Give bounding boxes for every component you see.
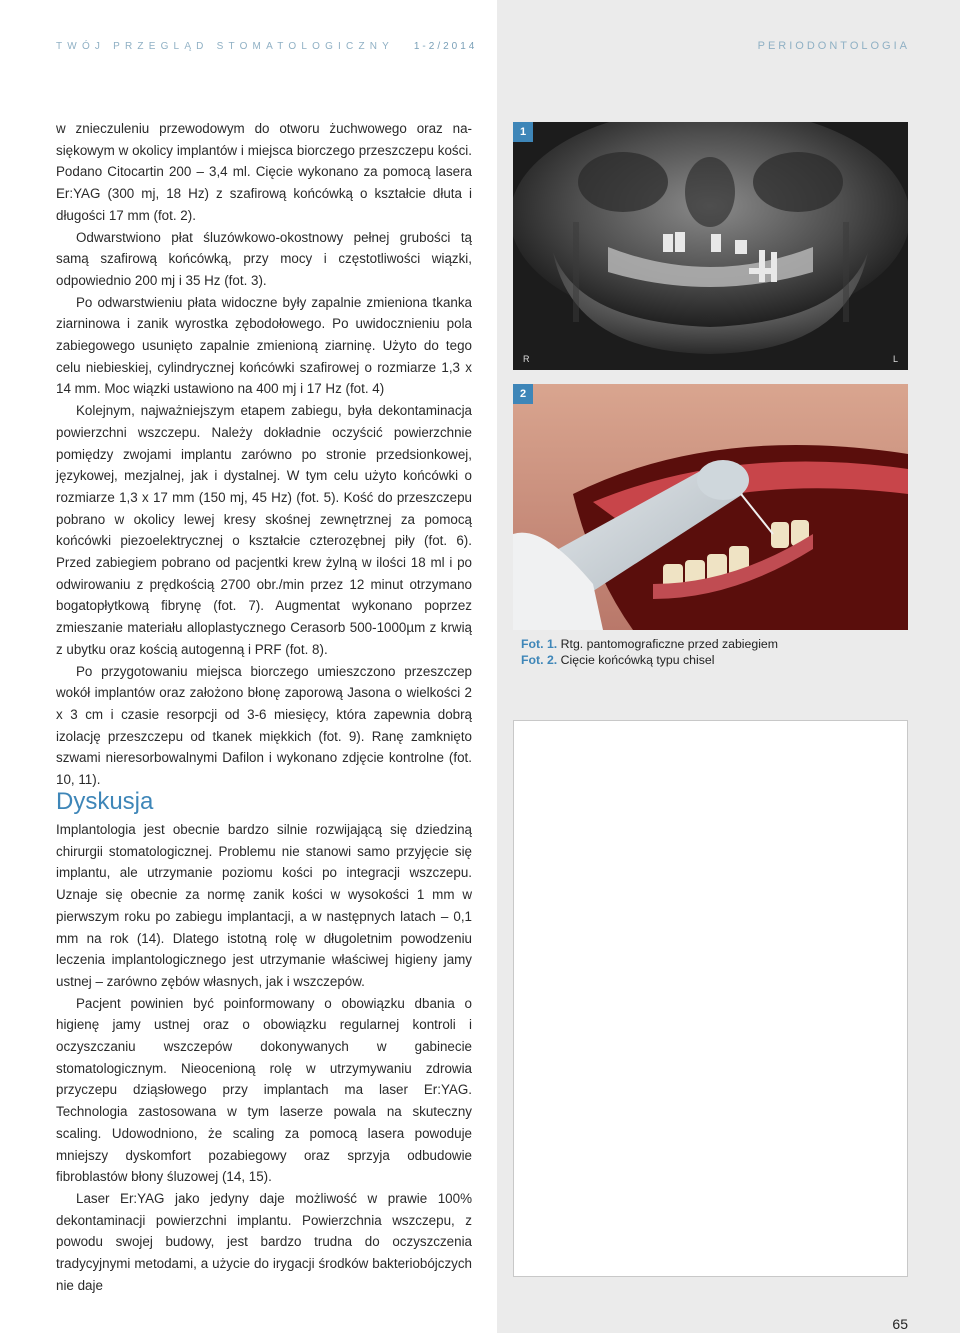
figure-captions [521,636,778,668]
caption-text: Rtg. pantomograficzne przed zabiegiem [560,637,779,651]
figure-number-badge: 1 [513,122,533,142]
caption-fot-2 [521,652,778,668]
figure-number-badge: 2 [513,384,533,404]
paragraph: Odwarstwiono płat śluzówkowo-okostnowy pełnej grubości tą samą szafirową końcówką, przy mocy i częstotliwości wiązki, odpowiednio 200 mj i 35 Hz (fot. 3). [56,229,472,288]
journal-header [56,41,477,52]
xray-left-label: L [892,354,898,364]
paragraph: Kolejnym, najważniejszym etapem zabiegu, była dekontaminacja powierzchni wszczepu. Należy dokładnie oczyścić powierzchnie pomiędzy zwojami implantu zarówno po stronie przedsionkowej, językowej, mezjalnej, jak i dystalnej. W tym celu użyto końcówki o rozmiarze 1,3 x 17 mm (150 mj, 45 Hz) (fot. 5). Kość do przeszczepu pobrano w okolicy lewej kresy skośnej zewnętrznej za pomocą końcówki piezoelektrycznej o kształcie czterozębnej piły (fot. 6). Przed zabiegiem pobrano od pacjentki krew żylną w ilości 18 ml i po odwirowaniu z prędkością 2700 obr./min przez 12 minut otrzymano bogatopłytkową fibrynę (fot. 7). Augmentat wykonano poprzez zmieszanie materiału alloplastycznego Cerasorb 500-1000µm z krwią z ubytku oraz kością autogenną i PRF (fot. 8). [56,403,472,657]
text-column-part-2 [56,819,472,1296]
caption-label: Fot. 2. [521,653,558,667]
journal-title: TWÓJ PRZEGLĄD STOMATOLOGICZNY [56,41,394,52]
paragraph: Laser Er:YAG jako jedyny daje możliwość w prawie 100% dekontaminacji powierzchni implantu. Powierzchnia wszczepu, z powodu swojej budowy, jest bardzo trudna do oczyszczenia tradycyjnymi metodami, a użycie do irygacji środków bakteriobójczych nie daje [56,1190,472,1293]
panoramic-xray-image [513,122,908,370]
xray-right-label: R [523,354,530,364]
page-number: 65 [892,1316,908,1332]
caption-label: Fot. 1. [521,637,558,651]
paragraph: Po odwarstwieniu płata widoczne były zapalnie zmieniona tkanka ziarninowa i zanik wyrostka zębodołowego. Po uwidocznieniu pola zabiegowego usunięto zapalnie zmienioną ziarninę. Użyto do tego celu niebieskiej, cylindrycznej końcówki szafirowej o rozmiarze 1,3 x 14 mm. Moc wiązki ustawiono na 400 mj i 17 Hz (fot. 4) [56,294,472,397]
caption-fot-1 [521,636,778,652]
paragraph: Po przygotowaniu miejsca biorczego umieszczono przeszczep wokół implantów oraz założono błonę zaporową Jasona o wielkości 2 x 3 cm i czasie resorpcji od 3-6 miesięcy, która zapewnia dobrą izolację przeszczepu od tkanek miękkich (fot. 9). Ranę zamknięto szwami nieresorbowalnymi Dafilon i wykonano zdjęcie kontrolne (fot. 10, 11). [56,663,472,788]
xray-illustration [513,122,908,370]
text-column-part-1 [56,118,472,791]
procedure-illustration [513,384,908,630]
caption-text: Cięcie końcówką typu chisel [560,653,715,667]
section-header: PERIODONTOLOGIA [757,40,910,52]
paragraph: Pacjent powinien być poinformowany o obowiązku dbania o higienę jamy ustnej oraz o obowiązku regularnej kontroli i oczyszczaniu wszczepów dokonywanych w gabinecie stomatologicznym. Nieocenioną rolę w utrzymywaniu zdrowia przyczepu dziąsłowego przy implantach ma laser Er:YAG. Technologia zastosowana w tym laserze powala na skuteczny scaling. Udowodniono, że scaling za pomocą lasera powoduje mniejszy dyskomfort pozabiegowy oraz sprzyja odbudowie fibroblastów błony śluzowej (14, 15). [56,995,472,1185]
section-title: Dyskusja [56,788,154,815]
intraoral-procedure-photo [513,384,908,630]
empty-figure-frame [513,720,908,1277]
paragraph: Implantologia jest obecnie bardzo silnie rozwijającą się dziedziną chirurgii stomatologicznej. Problemu nie stanowi samo przyjęcie się implantu, ale utrzymanie poziomu kości po integracji wszczepu. Uznaje się obecnie za normę zanik kości w wysokości 1 mm w pierwszym roku po zabiegu implantacji, a w następnych latach – 0,1 mm na rok (14). Dlatego istotną rolę w długoletnim powodzeniu leczenia implantologicznego jest utrzymanie właściwej higieny jamy ustnej – zarówno zębów własnych, jak i wszczepów. [56,822,472,989]
issue-number: 1-2/2014 [413,41,478,52]
paragraph: w znieczuleniu przewodowym do otworu żuchwowego oraz na-siękowym w okolicy implantów i miejsca biorczego przeszczepu kości. Podano Citocartin 200 – 3,4 ml. Cięcie wykonano za pomocą lasera Er:YAG (300 mj, 18 Hz) z szafirową końcówką o kształcie dłuta i długości 17 mm (fot. 2). [56,121,472,223]
